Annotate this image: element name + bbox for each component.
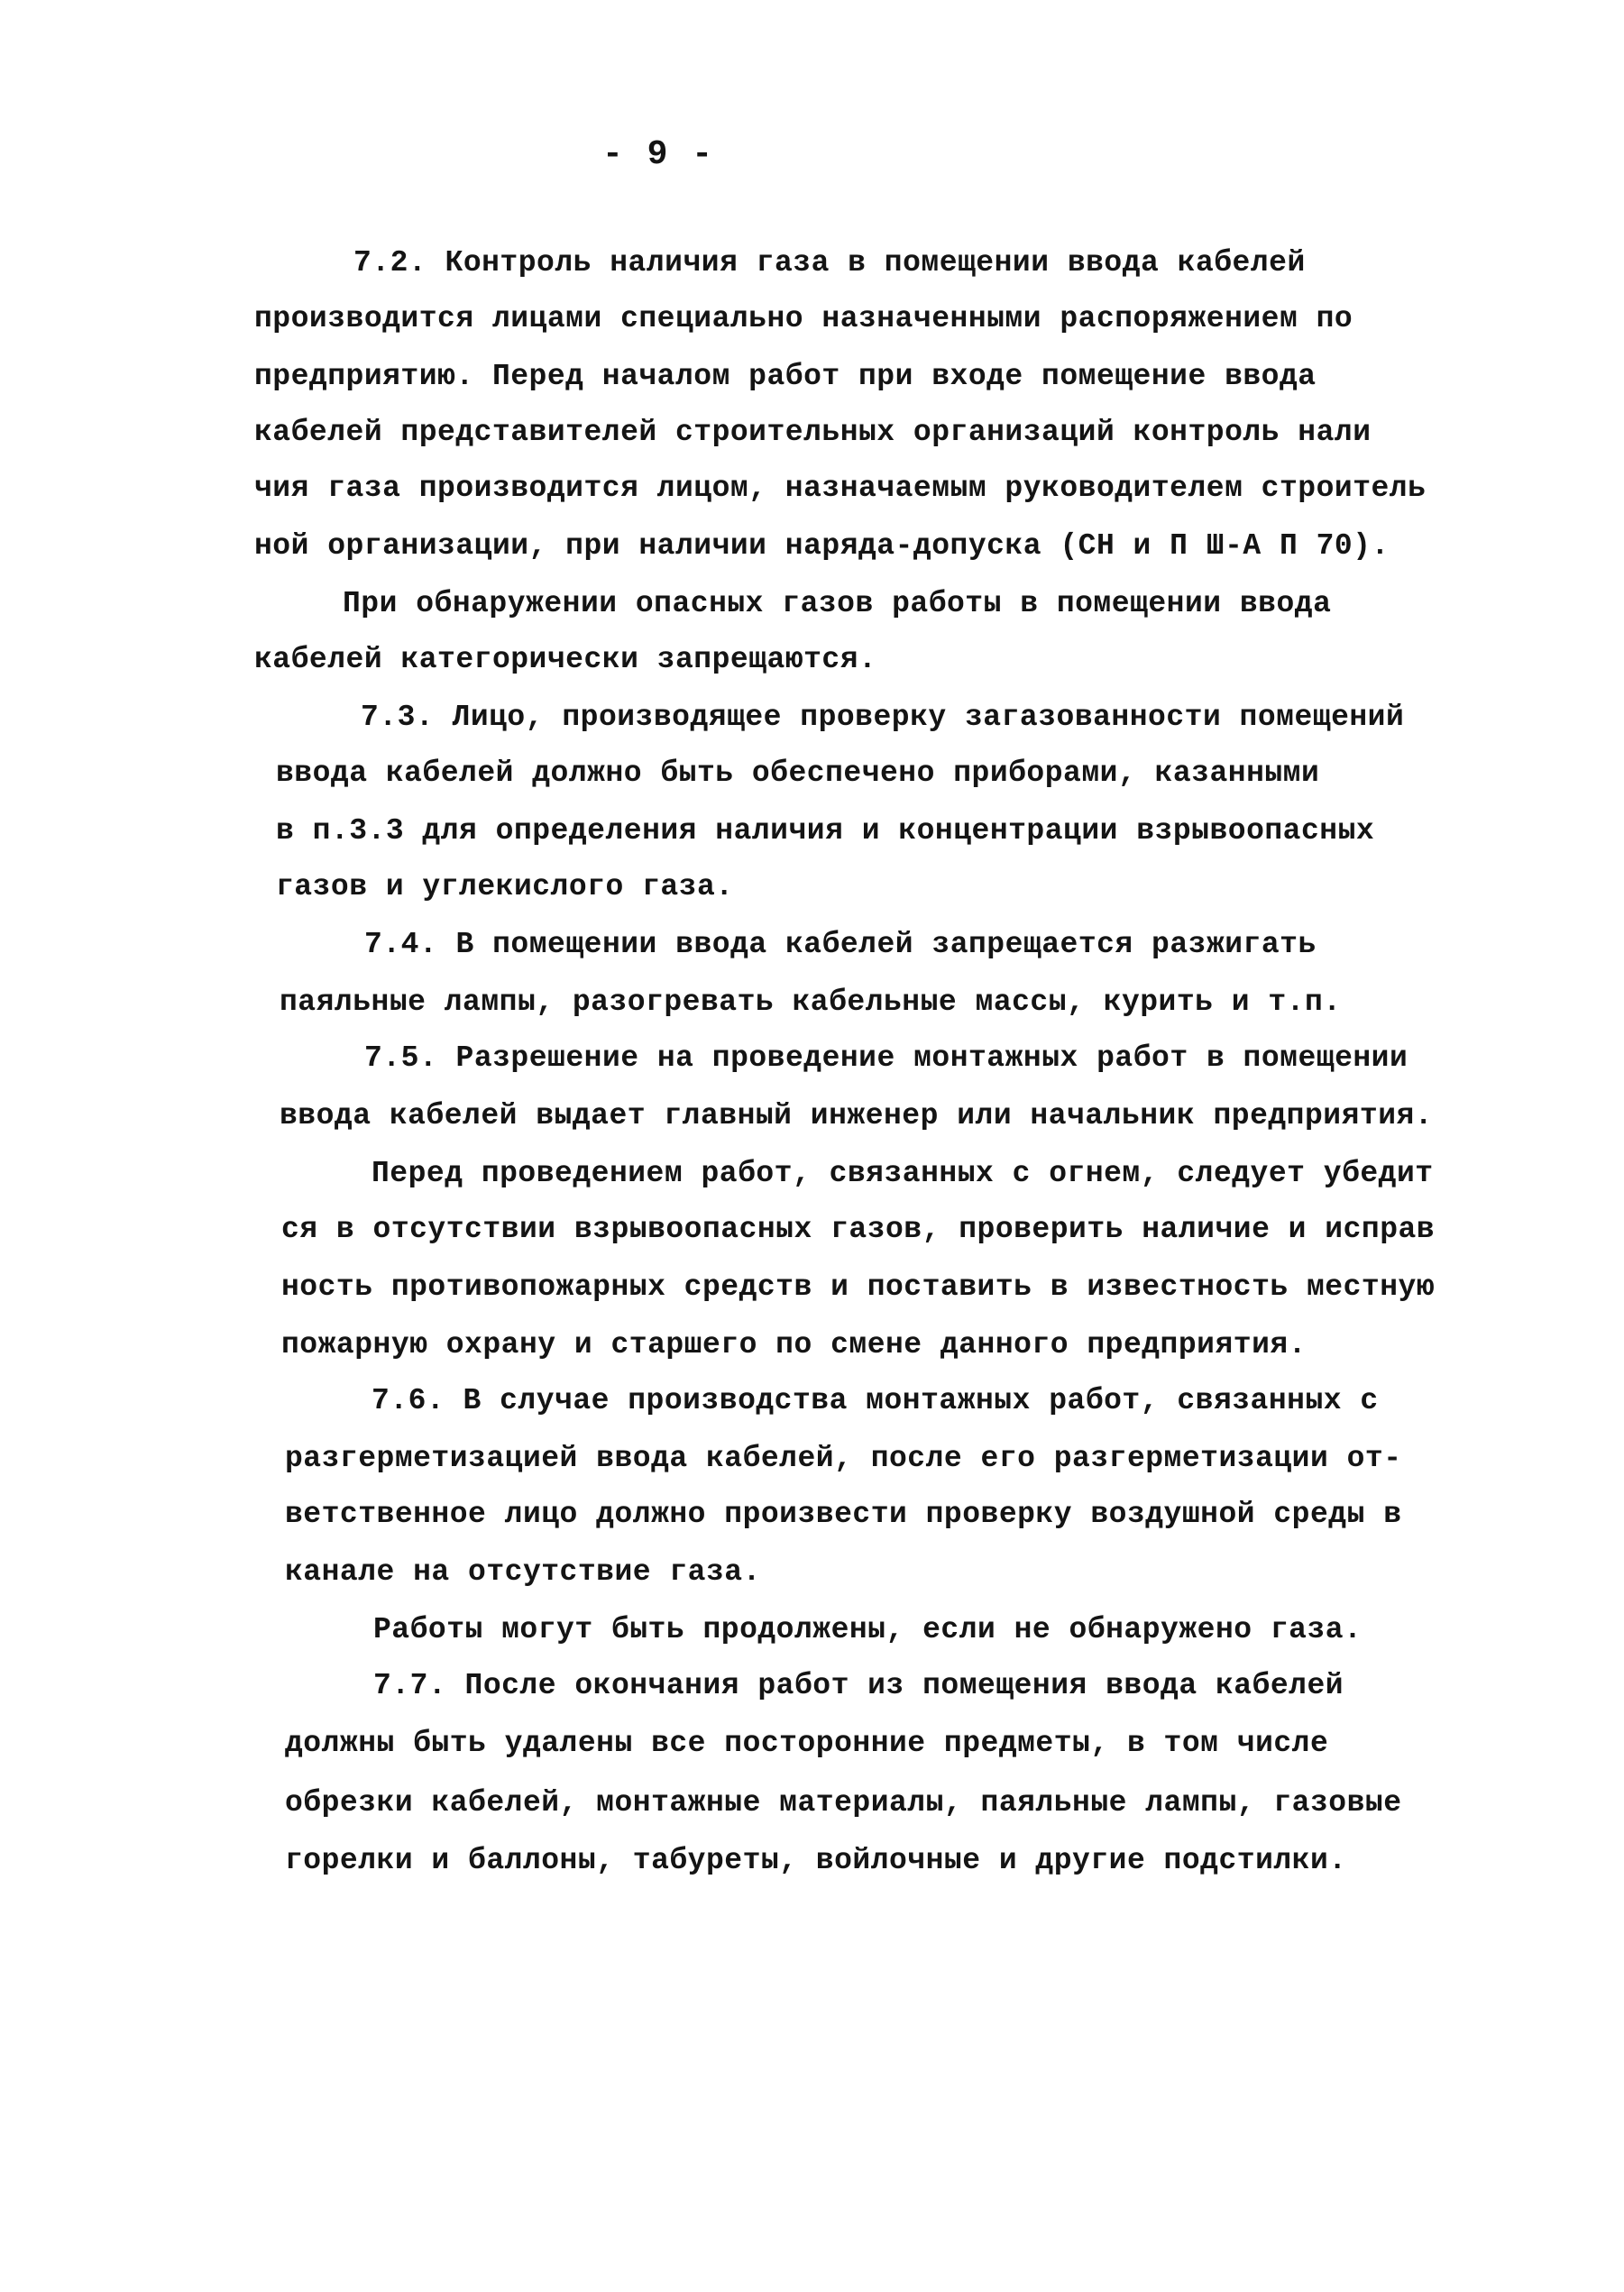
text-line-5: чия газа производится лицом, назначаемым руководителем строитель <box>254 472 1427 505</box>
text-line-10: ввода кабелей должно быть обеспечено приборами, казанными <box>276 756 1320 790</box>
text-line-20: пожарную охрану и старшего по смене данного предприятия. <box>281 1328 1307 1361</box>
text-line-13: 7.4. В помещении ввода кабелей запрещается разжигать <box>364 928 1317 961</box>
text-line-8: кабелей категорически запрещаются. <box>254 643 877 676</box>
text-line-12: газов и углекислого газа. <box>276 870 734 903</box>
text-line-15: 7.5. Разрешение на проведение монтажных работ в помещении <box>364 1041 1408 1075</box>
text-line-23: ветственное лицо должно произвести проверку воздушной среды в <box>285 1498 1402 1531</box>
text-line-28: обрезки кабелей, монтажные материалы, паяльные лампы, газовые <box>285 1786 1402 1820</box>
text-line-25: Работы могут быть продолжены, если не обнаружено газа. <box>373 1613 1363 1646</box>
page-number: - 9 - <box>601 135 715 174</box>
text-line-16: ввода кабелей выдает главный инженер или начальник предприятия. <box>280 1099 1434 1132</box>
text-line-19: ность противопожарных средств и поставить в известность местную <box>281 1270 1436 1304</box>
text-line-4: кабелей представителей строительных организаций контроль нали <box>254 416 1372 449</box>
text-line-14: паяльные лампы, разогревать кабельные массы, курить и т.п. <box>280 986 1342 1019</box>
text-line-24: канале на отсутствие газа. <box>285 1555 761 1589</box>
text-line-21: 7.6. В случае производства монтажных работ, связанных с <box>372 1384 1379 1417</box>
text-line-27: должны быть удалены все посторонние предметы, в том числе <box>285 1727 1329 1760</box>
text-line-22: разгерметизацией ввода кабелей, после его разгерметизации от- <box>285 1442 1402 1475</box>
text-line-7: При обнаружении опасных газов работы в помещении ввода <box>343 587 1332 620</box>
text-line-9: 7.3. Лицо, производящее проверку загазованности помещений <box>361 701 1405 734</box>
text-line-17: Перед проведением работ, связанных с огнем, следует убедит <box>372 1157 1434 1190</box>
text-line-18: ся в отсутствии взрывоопасных газов, проверить наличие и исправ <box>281 1213 1436 1246</box>
text-line-6: ной организации, при наличии наряда-допуска (СН и П Ш-А П 70). <box>254 529 1390 563</box>
text-line-29: горелки и баллоны, табуреты, войлочные и другие подстилки. <box>285 1844 1347 1877</box>
text-line-1: 7.2. Контроль наличия газа в помещении ввода кабелей <box>353 246 1306 280</box>
text-line-11: в п.3.3 для определения наличия и концентрации взрывоопасных <box>276 814 1375 848</box>
text-line-2: производится лицами специально назначенными распоряжением по <box>254 302 1353 335</box>
text-line-3: предприятию. Перед началом работ при входе помещение ввода <box>254 360 1317 393</box>
text-line-26: 7.7. После окончания работ из помещения ввода кабелей <box>373 1669 1344 1702</box>
